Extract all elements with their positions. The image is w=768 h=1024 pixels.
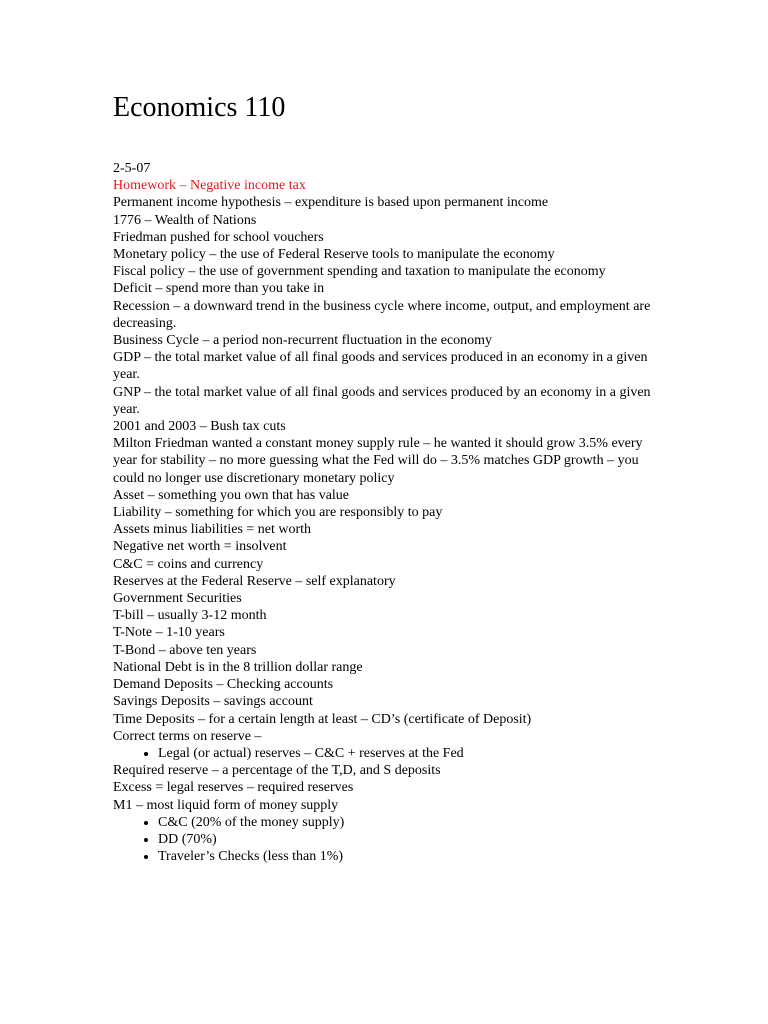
- note-line: Liability – something for which you are responsibly to pay: [113, 505, 443, 521]
- note-line: Required reserve – a percentage of the T,D, and S deposits: [113, 763, 441, 779]
- homework-line: Homework – Negative income tax: [113, 178, 306, 194]
- note-line: Friedman pushed for school vouchers: [113, 229, 324, 245]
- note-line: Recession – a downward trend in the business cycle where income, output, and employment are decreasing.: [113, 298, 651, 331]
- bullet-list-reserves: [113, 745, 663, 762]
- note-line: 2001 and 2003 – Bush tax cuts: [113, 419, 286, 435]
- document-title: Economics 110: [113, 92, 286, 123]
- note-line: Government Securities: [113, 591, 242, 607]
- note-line: Milton Friedman wanted a constant money supply rule – he wanted it should grow 3.5% every year for stability – no more guessing what the Fed will do – 3.5% matches GDP growth – you could no longer use discretionary monetary policy: [113, 436, 643, 486]
- note-line: National Debt is in the 8 trillion dollar range: [113, 659, 363, 675]
- note-line: Reserves at the Federal Reserve – self explanatory: [113, 573, 396, 589]
- note-line: Savings Deposits – savings account: [113, 694, 313, 710]
- bullet-item: • Legal (or actual) reserves – C&C + reserves at the Fed: [158, 745, 663, 762]
- date-line: 2-5-07: [113, 161, 151, 176]
- note-line: Permanent income hypothesis – expenditure is based upon permanent income: [113, 195, 549, 211]
- note-line: T-bill – usually 3-12 month: [113, 608, 267, 624]
- note-line: Time Deposits – for a certain length at least – CD’s (certificate of Deposit): [113, 711, 532, 727]
- bullet-item: • C&C (20% of the money supply): [158, 814, 663, 831]
- document-body: [113, 160, 663, 865]
- note-line: Business Cycle – a period non-recurrent fluctuation in the economy: [113, 333, 493, 349]
- note-line: Correct terms on reserve –: [113, 728, 262, 744]
- note-line: Deficit – spend more than you take in: [113, 281, 325, 297]
- bullet-list-m1: [113, 814, 663, 866]
- note-line: T-Bond – above ten years: [113, 642, 257, 658]
- note-line: 1776 – Wealth of Nations: [113, 212, 257, 228]
- bullet-item: • DD (70%): [158, 831, 663, 848]
- note-line: Monetary policy – the use of Federal Reserve tools to manipulate the economy: [113, 247, 555, 263]
- note-line: Fiscal policy – the use of government spending and taxation to manipulate the economy: [113, 264, 606, 280]
- note-line: Negative net worth = insolvent: [113, 539, 287, 555]
- notes-section-b: [113, 762, 663, 814]
- bullet-item: • Traveler’s Checks (less than 1%): [158, 848, 663, 865]
- note-line: Excess = legal reserves – required reserves: [113, 780, 354, 796]
- note-line: Asset – something you own that has value: [113, 487, 350, 503]
- note-line: C&C = coins and currency: [113, 556, 264, 572]
- note-line: Demand Deposits – Checking accounts: [113, 677, 334, 693]
- notes-section-a: [113, 194, 663, 745]
- note-line: GNP – the total market value of all final goods and services produced by an economy in a given year.: [113, 384, 651, 417]
- note-line: Assets minus liabilities = net worth: [113, 522, 312, 538]
- note-line: M1 – most liquid form of money supply: [113, 797, 339, 813]
- note-line: T-Note – 1-10 years: [113, 625, 225, 641]
- note-line: GDP – the total market value of all final goods and services produced in an economy in a given year.: [113, 350, 648, 383]
